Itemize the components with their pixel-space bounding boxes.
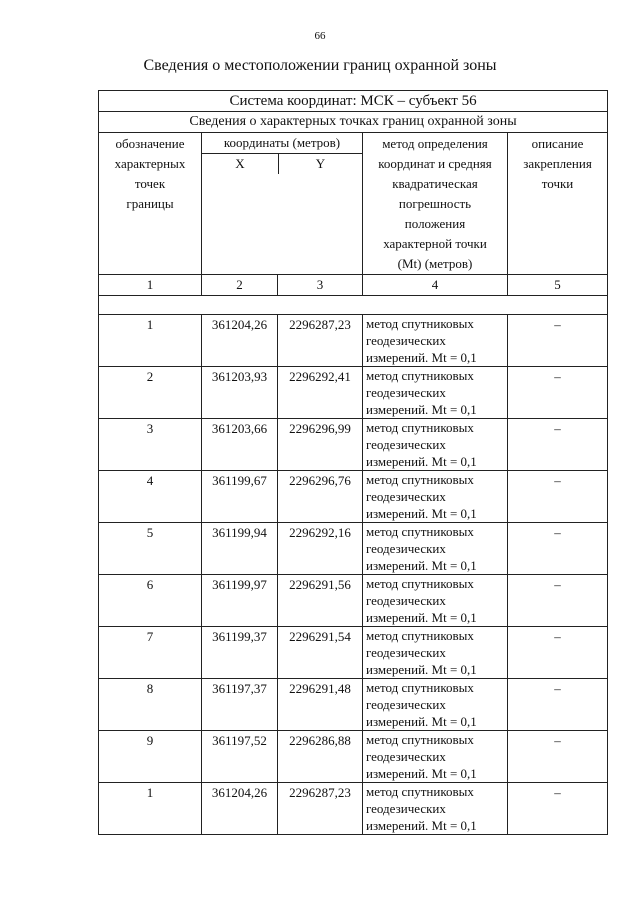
method-line: геодезических <box>366 541 446 556</box>
method-cell <box>363 367 508 419</box>
method-line: измерений. Mt = 0,1 <box>366 350 477 365</box>
header-coordinates <box>202 133 363 275</box>
point-number-cell: 2 <box>99 367 202 419</box>
header-line: характерной точки <box>383 236 487 251</box>
method-line: метод спутниковых <box>366 316 474 331</box>
method-cell <box>363 315 508 367</box>
column-number: 5 <box>508 275 608 296</box>
method-line: геодезических <box>366 801 446 816</box>
coordinate-system-label: Система координат: МСК – субъект 56 <box>99 91 608 112</box>
y-coordinate-cell: 2296291,56 <box>278 575 363 627</box>
table-row <box>99 367 608 419</box>
table-row <box>99 627 608 679</box>
section-title-row <box>99 112 608 133</box>
header-line: характерных <box>114 156 186 171</box>
x-coordinate-cell: 361199,97 <box>202 575 278 627</box>
point-number-cell: 1 <box>99 315 202 367</box>
method-line: метод спутниковых <box>366 472 474 487</box>
method-line: геодезических <box>366 385 446 400</box>
header-line: координат и средняя <box>378 156 492 171</box>
x-coordinate-cell: 361199,37 <box>202 627 278 679</box>
x-coordinate-cell: 361197,52 <box>202 731 278 783</box>
point-number-cell: 4 <box>99 471 202 523</box>
header-method <box>363 133 508 275</box>
table-row <box>99 419 608 471</box>
table-row <box>99 471 608 523</box>
description-cell: – <box>508 783 608 835</box>
x-coordinate-cell: 361197,37 <box>202 679 278 731</box>
header-x: X <box>202 154 279 174</box>
x-coordinate-cell: 361199,94 <box>202 523 278 575</box>
method-cell <box>363 419 508 471</box>
description-cell: – <box>508 523 608 575</box>
table-row <box>99 315 608 367</box>
method-line: геодезических <box>366 645 446 660</box>
header-line: квадратическая <box>392 176 478 191</box>
method-cell <box>363 523 508 575</box>
method-line: измерений. Mt = 0,1 <box>366 818 477 833</box>
point-number-cell: 5 <box>99 523 202 575</box>
table-row <box>99 575 608 627</box>
method-line: измерений. Mt = 0,1 <box>366 766 477 781</box>
x-coordinate-cell: 361199,67 <box>202 471 278 523</box>
method-line: геодезических <box>366 437 446 452</box>
column-number: 4 <box>363 275 508 296</box>
description-cell: – <box>508 471 608 523</box>
x-coordinate-cell: 361204,26 <box>202 315 278 367</box>
column-number: 2 <box>202 275 278 296</box>
document-title: Сведения о местоположении границ охранной зоны <box>143 57 497 74</box>
method-line: измерений. Mt = 0,1 <box>366 714 477 729</box>
description-cell: – <box>508 679 608 731</box>
header-y: Y <box>315 156 326 171</box>
method-line: геодезических <box>366 489 446 504</box>
column-number: 3 <box>278 275 363 296</box>
table-row <box>99 523 608 575</box>
method-line: геодезических <box>366 593 446 608</box>
method-line: геодезических <box>366 697 446 712</box>
point-number-cell: 3 <box>99 419 202 471</box>
x-coordinate-cell: 361204,26 <box>202 783 278 835</box>
y-coordinate-cell: 2296292,41 <box>278 367 363 419</box>
y-coordinate-cell: 2296296,76 <box>278 471 363 523</box>
method-line: измерений. Mt = 0,1 <box>366 662 477 677</box>
page-number: 66 <box>314 30 326 42</box>
description-cell: – <box>508 575 608 627</box>
point-number-cell: 6 <box>99 575 202 627</box>
spacer-cell <box>99 296 608 315</box>
header-line: точки <box>541 176 574 191</box>
description-cell: – <box>508 419 608 471</box>
header-line: закрепления <box>523 156 592 171</box>
description-cell: – <box>508 315 608 367</box>
method-cell <box>363 731 508 783</box>
x-coordinate-cell: 361203,66 <box>202 419 278 471</box>
boundary-points-table <box>98 90 608 835</box>
header-coordinates-axes <box>202 154 362 174</box>
method-cell <box>363 783 508 835</box>
coordinate-system-row <box>99 91 608 112</box>
y-coordinate-cell: 2296287,23 <box>278 783 363 835</box>
y-coordinate-cell: 2296291,48 <box>278 679 363 731</box>
header-line: обозначение <box>115 136 185 151</box>
point-number-cell: 8 <box>99 679 202 731</box>
header-line: погрешность <box>398 196 472 211</box>
description-cell: – <box>508 731 608 783</box>
method-line: метод спутниковых <box>366 420 474 435</box>
x-coordinate-cell: 361203,93 <box>202 367 278 419</box>
method-line: измерений. Mt = 0,1 <box>366 402 477 417</box>
header-line: границы <box>126 196 174 211</box>
table-row <box>99 783 608 835</box>
method-line: метод спутниковых <box>366 784 474 799</box>
point-number-cell: 7 <box>99 627 202 679</box>
method-line: измерений. Mt = 0,1 <box>366 610 477 625</box>
method-line: метод спутниковых <box>366 680 474 695</box>
y-coordinate-cell: 2296287,23 <box>278 315 363 367</box>
method-cell <box>363 627 508 679</box>
method-cell <box>363 679 508 731</box>
point-number-cell: 9 <box>99 731 202 783</box>
header-coordinates-label: координаты (метров) <box>202 133 362 154</box>
column-number: 1 <box>99 275 202 296</box>
description-cell: – <box>508 367 608 419</box>
method-line: геодезических <box>366 749 446 764</box>
header-line: (Mt) (метров) <box>397 256 473 271</box>
point-number-cell: 1 <box>99 783 202 835</box>
header-row <box>99 133 608 275</box>
y-coordinate-cell: 2296292,16 <box>278 523 363 575</box>
spacer-row <box>99 296 608 315</box>
header-line: точек <box>134 176 166 191</box>
method-line: геодезических <box>366 333 446 348</box>
y-coordinate-cell: 2296286,88 <box>278 731 363 783</box>
method-cell <box>363 575 508 627</box>
method-line: измерений. Mt = 0,1 <box>366 506 477 521</box>
method-cell <box>363 471 508 523</box>
y-coordinate-cell: 2296291,54 <box>278 627 363 679</box>
column-number-row <box>99 275 608 296</box>
section-title: Сведения о характерных точках границ охранной зоны <box>99 112 608 133</box>
method-line: метод спутниковых <box>366 368 474 383</box>
header-point-designation <box>99 133 202 275</box>
y-coordinate-cell: 2296296,99 <box>278 419 363 471</box>
description-cell: – <box>508 627 608 679</box>
method-line: метод спутниковых <box>366 732 474 747</box>
header-line: метод определения <box>382 136 488 151</box>
table-row <box>99 679 608 731</box>
method-line: метод спутниковых <box>366 576 474 591</box>
method-line: измерений. Mt = 0,1 <box>366 558 477 573</box>
method-line: метод спутниковых <box>366 628 474 643</box>
method-line: измерений. Mt = 0,1 <box>366 454 477 469</box>
header-description <box>508 133 608 275</box>
header-line: описание <box>531 136 584 151</box>
method-line: метод спутниковых <box>366 524 474 539</box>
table-row <box>99 731 608 783</box>
header-line: положения <box>404 216 466 231</box>
